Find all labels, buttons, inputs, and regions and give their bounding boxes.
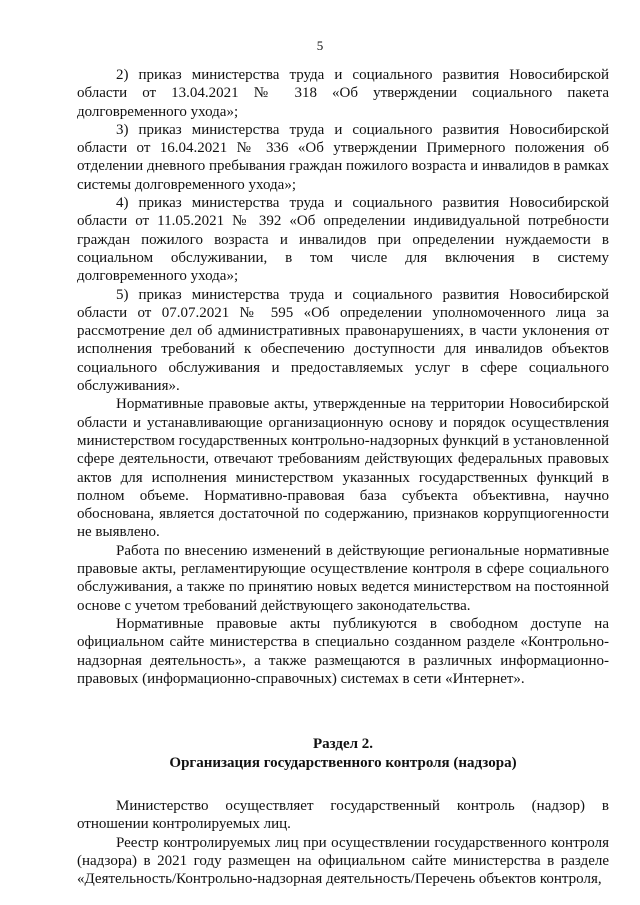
paragraph-registry: Реестр контролируемых лиц при осуществлении государственного контроля (надзора) в 2021 году размещен на официальном сайте министерства в разделе «Деятельность/Контрольно-надзорная деятельность/Перечень объектов контроля, bbox=[77, 834, 609, 888]
section-spacer bbox=[77, 688, 609, 735]
document-body bbox=[77, 66, 609, 889]
section-label: Раздел 2. bbox=[312, 736, 374, 753]
paragraph-order-595: 5) приказ министерства труда и социального развития Новосибирской области от 07.07.2021 № 595 «Об определении уполномоченного лица за рассмотрение дел об административных правонарушениях, в части уклонения от исполнения требований к обеспечению доступности для инвалидов объектов социального обслуживания и предоставляемых услуг в сфере социального обслуживания». bbox=[77, 286, 609, 395]
paragraph-order-392: 4) приказ министерства труда и социального развития Новосибирской области от 11.05.2021 № 392 «Об определении индивидуальной потребности граждан пожилого возраста и инвалидов при определении нуждаемости в социальном обслуживании, в том числе для включения в систему долговременного ухода»; bbox=[77, 195, 609, 285]
page-number: 5 bbox=[316, 38, 324, 53]
paragraph-publication: Нормативные правовые акты публикуются в свободном доступе на официальном сайте министерства в специально созданном разделе «Контрольно-надзорная деятельность», а также размещаются в различных информационно-правовых (информационно-справочных) системах в сети «Интернет». bbox=[77, 615, 609, 687]
section-title: Организация государственного контроля (надзора) bbox=[169, 755, 517, 772]
paragraph-order-318: 2) приказ министерства труда и социального развития Новосибирской области от 13.04.2021 № 318 «Об утверждении социального пакета долговременного ухода»; bbox=[77, 67, 609, 120]
paragraph-amendments: Работа по внесению изменений в действующие региональные нормативные правовые акты, регламентирующие осуществление контроля в сфере социального обслуживания, а также по принятию новых ведется министерством на постоянной основе с учетом требований действующего законодательства. bbox=[77, 542, 609, 614]
paragraph-ministry-control: Министерство осуществляет государственный контроль (надзор) в отношении контролируемых лиц. bbox=[77, 798, 609, 833]
paragraph-normative-acts: Нормативные правовые акты, утвержденные на территории Новосибирской области и устанавливающие организационную основу и порядок осуществления министерством государственных контрольно-надзорных функций в установленной сфере деятельности, отвечают требованиям действующих федеральных правовых актов для исполнения министерством указанных государственных функций в полном объеме. Нормативно-правовая база субъекта объективна, научно обоснована, является достаточной по содержанию, признаков коррупциогенности не выявлено. bbox=[77, 396, 609, 541]
paragraph-order-336: 3) приказ министерства труда и социального развития Новосибирской области от 16.04.2021 № 336 «Об утверждении Примерного положения об отделении дневного пребывания граждан пожилого возраста и инвалидов в рамках системы долговременного ухода»; bbox=[77, 121, 609, 193]
